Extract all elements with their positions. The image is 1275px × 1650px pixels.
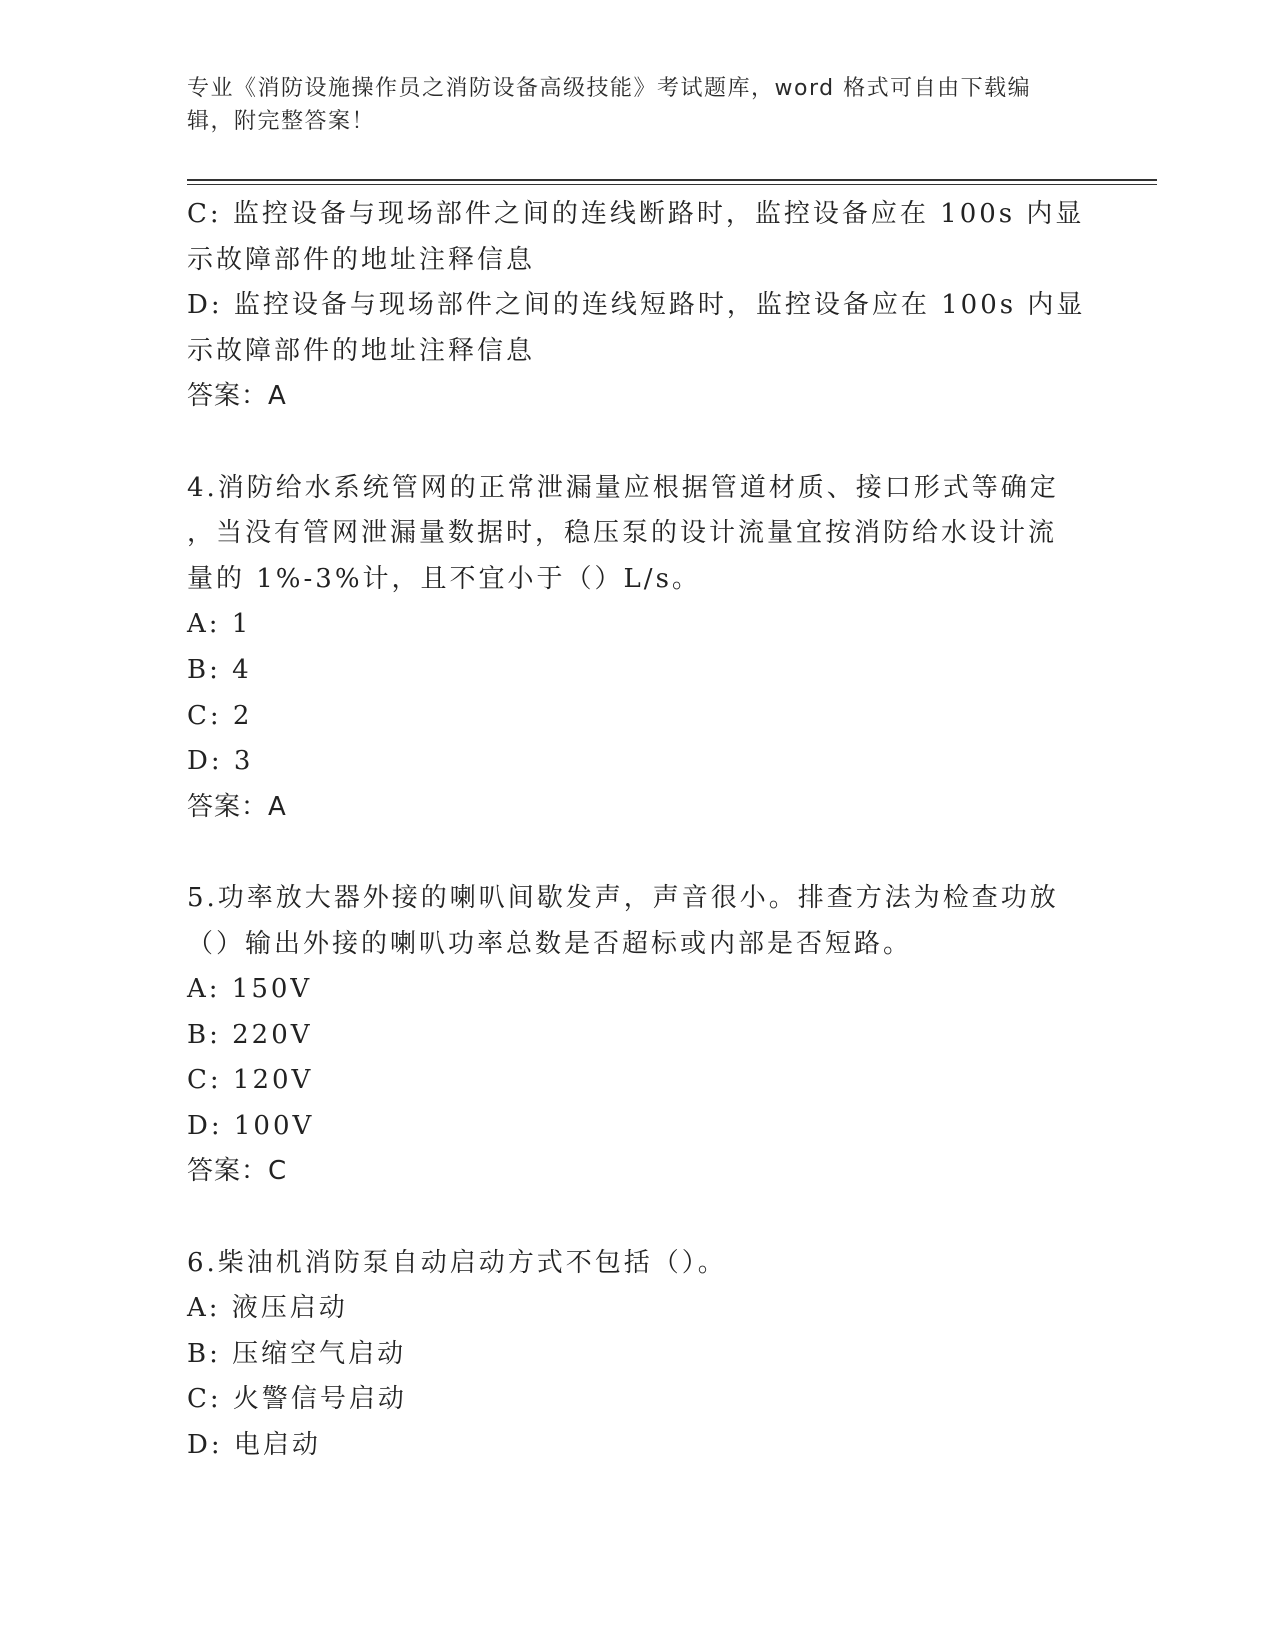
- question-4: [187, 466, 1067, 831]
- option-d: D: 3: [187, 746, 254, 777]
- option-c: C: 120V: [187, 1065, 314, 1096]
- option-c-line-2: 示故障部件的地址注释信息: [187, 244, 536, 275]
- question-5: [187, 876, 1067, 1195]
- spacer: [187, 830, 1067, 876]
- option-b: B: 4: [187, 654, 252, 685]
- spacer: [187, 420, 1067, 466]
- header-line-2: 辑，附完整答案！: [187, 109, 376, 134]
- question-6: [187, 1241, 1067, 1469]
- header-rule-thin: [187, 184, 1157, 185]
- document-header: [187, 72, 1067, 138]
- option-d: D: 电启动: [187, 1430, 321, 1461]
- option-b: B: 220V: [187, 1019, 313, 1050]
- option-d-line-1: D: 监控设备与现场部件之间的连线短路时，监控设备应在 100s 内显: [187, 290, 1086, 321]
- option-d-line-2: 示故障部件的地址注释信息: [187, 335, 536, 366]
- question-3-tail: [187, 192, 1086, 420]
- answer-label: 答案：C: [187, 1156, 288, 1187]
- question-stem-line: （）输出外接的喇叭功率总数是否超标或内部是否短路。: [187, 928, 913, 959]
- option-a: A: 150V: [187, 974, 313, 1005]
- question-stem-line: 5.功率放大器外接的喇叭间歇发声，声音很小。排查方法为检查功放: [187, 882, 1059, 913]
- option-c: C: 火警信号启动: [187, 1384, 407, 1415]
- question-stem-line: 6.柴油机消防泵自动启动方式不包括（）。: [187, 1247, 727, 1278]
- question-stem-line: 4.消防给水系统管网的正常泄漏量应根据管道材质、接口形式等确定: [187, 472, 1059, 503]
- question-stem-line: 量的 1%-3%计，且不宜小于（）L/s。: [187, 563, 701, 594]
- question-content: [187, 192, 1086, 1469]
- option-b: B: 压缩空气启动: [187, 1338, 407, 1369]
- spacer: [187, 1195, 1067, 1241]
- option-a: A: 液压启动: [187, 1293, 348, 1324]
- option-c: C: 2: [187, 700, 253, 731]
- option-c-line-1: C: 监控设备与现场部件之间的连线断路时，监控设备应在 100s 内显: [187, 199, 1085, 229]
- answer-label: 答案：A: [187, 381, 287, 412]
- option-a: A: 1: [187, 609, 252, 640]
- header-line-1: 专业《消防设施操作员之消防设备高级技能》考试题库，word 格式可自由下载编: [187, 76, 1032, 101]
- answer-label: 答案：A: [187, 791, 287, 822]
- header-rule-thick: [187, 179, 1157, 181]
- question-stem-line: ，当没有管网泄漏量数据时，稳压泵的设计流量宜按消防给水设计流: [187, 518, 1058, 549]
- option-d: D: 100V: [187, 1110, 315, 1141]
